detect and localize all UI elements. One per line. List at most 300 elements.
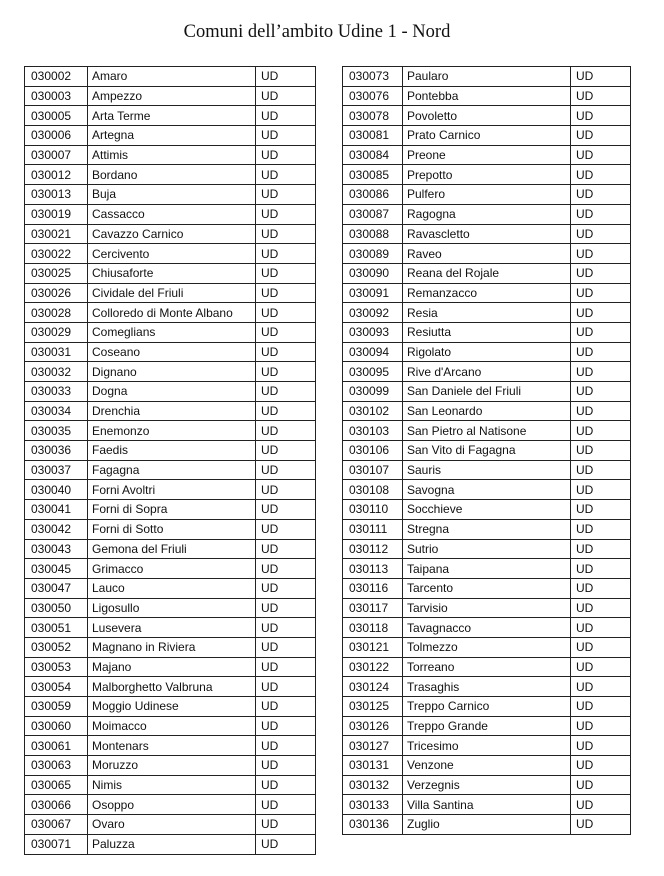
- table-row: [343, 322, 631, 342]
- municipality-name-cell: San Vito di Fagagna: [403, 441, 571, 461]
- province-cell: UD: [571, 67, 631, 87]
- table-row: [25, 145, 316, 165]
- province-cell: UD: [571, 224, 631, 244]
- municipality-name-cell: Magnano in Riviera: [88, 637, 256, 657]
- province-cell: UD: [571, 677, 631, 697]
- code-cell: 030121: [343, 637, 403, 657]
- code-cell: 030031: [25, 342, 88, 362]
- municipality-name-cell: Preone: [403, 145, 571, 165]
- province-cell: UD: [256, 86, 316, 106]
- province-cell: UD: [571, 480, 631, 500]
- code-cell: 030091: [343, 283, 403, 303]
- code-cell: 030012: [25, 165, 88, 185]
- code-cell: 030061: [25, 736, 88, 756]
- province-cell: UD: [256, 106, 316, 126]
- table-row: [25, 126, 316, 146]
- province-cell: UD: [256, 185, 316, 205]
- code-cell: 030033: [25, 382, 88, 402]
- table-row: [343, 204, 631, 224]
- table-row: [343, 480, 631, 500]
- table-row: [343, 244, 631, 264]
- municipality-name-cell: Lauco: [88, 578, 256, 598]
- province-cell: UD: [571, 716, 631, 736]
- code-cell: 030007: [25, 145, 88, 165]
- municipality-name-cell: Tarcento: [403, 578, 571, 598]
- table-row: [343, 677, 631, 697]
- code-cell: 030066: [25, 795, 88, 815]
- table-row: [343, 263, 631, 283]
- municipality-name-cell: Cividale del Friuli: [88, 283, 256, 303]
- code-cell: 030133: [343, 795, 403, 815]
- province-cell: UD: [256, 618, 316, 638]
- municipality-name-cell: Ligosullo: [88, 598, 256, 618]
- province-cell: UD: [571, 657, 631, 677]
- province-cell: UD: [256, 815, 316, 835]
- code-cell: 030081: [343, 126, 403, 146]
- table-row: [343, 401, 631, 421]
- province-cell: UD: [256, 559, 316, 579]
- code-cell: 030084: [343, 145, 403, 165]
- code-cell: 030059: [25, 697, 88, 717]
- table-row: [343, 185, 631, 205]
- table-row: [25, 716, 316, 736]
- code-cell: 030127: [343, 736, 403, 756]
- code-cell: 030071: [25, 834, 88, 854]
- table-row: [25, 401, 316, 421]
- province-cell: UD: [256, 637, 316, 657]
- province-cell: UD: [256, 224, 316, 244]
- page-title: Comuni dell’ambito Udine 1 - Nord: [183, 22, 451, 42]
- table-row: [25, 736, 316, 756]
- municipality-name-cell: Rigolato: [403, 342, 571, 362]
- municipality-name-cell: Paluzza: [88, 834, 256, 854]
- municipality-name-cell: Prepotto: [403, 165, 571, 185]
- province-cell: UD: [256, 775, 316, 795]
- province-cell: UD: [256, 421, 316, 441]
- code-cell: 030041: [25, 500, 88, 520]
- province-cell: UD: [256, 263, 316, 283]
- municipality-name-cell: Sutrio: [403, 539, 571, 559]
- municipality-name-cell: Zuglio: [403, 815, 571, 835]
- province-cell: UD: [256, 283, 316, 303]
- table-row: [343, 106, 631, 126]
- table-row: [343, 67, 631, 87]
- code-cell: 030116: [343, 578, 403, 598]
- table-row: [25, 637, 316, 657]
- table-row: [343, 382, 631, 402]
- municipality-name-cell: Cavazzo Carnico: [88, 224, 256, 244]
- province-cell: UD: [256, 716, 316, 736]
- municipality-name-cell: Tricesimo: [403, 736, 571, 756]
- table-row: [343, 756, 631, 776]
- municipality-name-cell: Pontebba: [403, 86, 571, 106]
- province-cell: UD: [571, 460, 631, 480]
- table-row: [25, 362, 316, 382]
- province-cell: UD: [571, 539, 631, 559]
- code-cell: 030099: [343, 382, 403, 402]
- municipality-name-cell: Tarvisio: [403, 598, 571, 618]
- province-cell: UD: [571, 106, 631, 126]
- municipality-name-cell: Cassacco: [88, 204, 256, 224]
- province-cell: UD: [256, 480, 316, 500]
- table-row: [25, 342, 316, 362]
- municipality-name-cell: Lusevera: [88, 618, 256, 638]
- province-cell: UD: [571, 342, 631, 362]
- province-cell: UD: [256, 598, 316, 618]
- province-cell: UD: [256, 756, 316, 776]
- municipality-name-cell: Montenars: [88, 736, 256, 756]
- code-cell: 030108: [343, 480, 403, 500]
- municipality-name-cell: Paularo: [403, 67, 571, 87]
- table-row: [343, 86, 631, 106]
- table-row: [25, 677, 316, 697]
- municipality-table-left: [24, 66, 316, 855]
- table-row: [25, 322, 316, 342]
- municipality-name-cell: Reana del Rojale: [403, 263, 571, 283]
- table-row: [343, 500, 631, 520]
- province-cell: UD: [571, 165, 631, 185]
- municipality-name-cell: Attimis: [88, 145, 256, 165]
- table-row: [25, 559, 316, 579]
- municipality-name-cell: Malborghetto Valbruna: [88, 677, 256, 697]
- province-cell: UD: [571, 756, 631, 776]
- municipality-name-cell: Ravascletto: [403, 224, 571, 244]
- code-cell: 030054: [25, 677, 88, 697]
- province-cell: UD: [571, 185, 631, 205]
- municipality-name-cell: Trasaghis: [403, 677, 571, 697]
- code-cell: 030026: [25, 283, 88, 303]
- code-cell: 030111: [343, 519, 403, 539]
- municipality-name-cell: Tolmezzo: [403, 637, 571, 657]
- municipality-name-cell: Artegna: [88, 126, 256, 146]
- table-row: [343, 618, 631, 638]
- table-row: [25, 204, 316, 224]
- code-cell: 030032: [25, 362, 88, 382]
- table-row: [25, 756, 316, 776]
- table-row: [25, 441, 316, 461]
- province-cell: UD: [256, 736, 316, 756]
- code-cell: 030043: [25, 539, 88, 559]
- municipality-name-cell: Moggio Udinese: [88, 697, 256, 717]
- code-cell: 030124: [343, 677, 403, 697]
- table-row: [25, 519, 316, 539]
- municipality-name-cell: Comeglians: [88, 322, 256, 342]
- table-row: [343, 362, 631, 382]
- code-cell: 030113: [343, 559, 403, 579]
- municipality-name-cell: Grimacco: [88, 559, 256, 579]
- table-row: [25, 165, 316, 185]
- municipality-name-cell: Remanzacco: [403, 283, 571, 303]
- province-cell: UD: [256, 382, 316, 402]
- code-cell: 030005: [25, 106, 88, 126]
- municipality-name-cell: Resiutta: [403, 322, 571, 342]
- code-cell: 030002: [25, 67, 88, 87]
- province-cell: UD: [256, 165, 316, 185]
- province-cell: UD: [256, 145, 316, 165]
- province-cell: UD: [256, 697, 316, 717]
- table-row: [343, 145, 631, 165]
- province-cell: UD: [571, 637, 631, 657]
- province-cell: UD: [571, 697, 631, 717]
- province-cell: UD: [256, 677, 316, 697]
- table-row: [343, 578, 631, 598]
- municipality-name-cell: Moruzzo: [88, 756, 256, 776]
- code-cell: 030110: [343, 500, 403, 520]
- table-row: [25, 86, 316, 106]
- municipality-name-cell: San Leonardo: [403, 401, 571, 421]
- code-cell: 030090: [343, 263, 403, 283]
- municipality-name-cell: Forni Avoltri: [88, 480, 256, 500]
- municipality-name-cell: Verzegnis: [403, 775, 571, 795]
- province-cell: UD: [571, 736, 631, 756]
- province-cell: UD: [571, 204, 631, 224]
- table-row: [343, 716, 631, 736]
- code-cell: 030022: [25, 244, 88, 264]
- province-cell: UD: [571, 618, 631, 638]
- code-cell: 030003: [25, 86, 88, 106]
- code-cell: 030025: [25, 263, 88, 283]
- table-row: [343, 126, 631, 146]
- province-cell: UD: [256, 795, 316, 815]
- code-cell: 030060: [25, 716, 88, 736]
- municipality-name-cell: Fagagna: [88, 460, 256, 480]
- province-cell: UD: [571, 283, 631, 303]
- municipality-name-cell: Drenchia: [88, 401, 256, 421]
- municipality-name-cell: San Pietro al Natisone: [403, 421, 571, 441]
- code-cell: 030085: [343, 165, 403, 185]
- table-row: [25, 480, 316, 500]
- province-cell: UD: [571, 578, 631, 598]
- table-row: [343, 815, 631, 835]
- table-row: [343, 697, 631, 717]
- municipality-name-cell: Forni di Sopra: [88, 500, 256, 520]
- table-row: [343, 598, 631, 618]
- municipality-name-cell: Tavagnacco: [403, 618, 571, 638]
- code-cell: 030035: [25, 421, 88, 441]
- code-cell: 030050: [25, 598, 88, 618]
- code-cell: 030063: [25, 756, 88, 776]
- table-row: [25, 460, 316, 480]
- table-row: [343, 539, 631, 559]
- code-cell: 030092: [343, 303, 403, 323]
- municipality-name-cell: Socchieve: [403, 500, 571, 520]
- code-cell: 030013: [25, 185, 88, 205]
- code-cell: 030053: [25, 657, 88, 677]
- municipality-name-cell: Raveo: [403, 244, 571, 264]
- municipality-name-cell: Stregna: [403, 519, 571, 539]
- province-cell: UD: [571, 421, 631, 441]
- table-row: [25, 697, 316, 717]
- table-row: [25, 657, 316, 677]
- code-cell: 030106: [343, 441, 403, 461]
- municipality-name-cell: Gemona del Friuli: [88, 539, 256, 559]
- municipality-name-cell: Cercivento: [88, 244, 256, 264]
- code-cell: 030136: [343, 815, 403, 835]
- code-cell: 030067: [25, 815, 88, 835]
- code-cell: 030095: [343, 362, 403, 382]
- table-row: [25, 303, 316, 323]
- municipality-name-cell: Chiusaforte: [88, 263, 256, 283]
- province-cell: UD: [256, 401, 316, 421]
- table-row: [343, 224, 631, 244]
- municipality-name-cell: Villa Santina: [403, 795, 571, 815]
- table-row: [343, 519, 631, 539]
- province-cell: UD: [256, 362, 316, 382]
- municipality-name-cell: Rive d'Arcano: [403, 362, 571, 382]
- municipality-name-cell: Buja: [88, 185, 256, 205]
- code-cell: 030065: [25, 775, 88, 795]
- table-row: [343, 421, 631, 441]
- code-cell: 030028: [25, 303, 88, 323]
- municipality-name-cell: Enemonzo: [88, 421, 256, 441]
- table-row: [25, 618, 316, 638]
- province-cell: UD: [571, 145, 631, 165]
- table-row: [25, 834, 316, 854]
- table-row: [25, 815, 316, 835]
- province-cell: UD: [571, 775, 631, 795]
- table-row: [25, 382, 316, 402]
- municipality-name-cell: Treppo Carnico: [403, 697, 571, 717]
- code-cell: 030029: [25, 322, 88, 342]
- table-row: [343, 795, 631, 815]
- municipality-name-cell: San Daniele del Friuli: [403, 382, 571, 402]
- code-cell: 030045: [25, 559, 88, 579]
- table-row: [25, 795, 316, 815]
- municipality-name-cell: Resia: [403, 303, 571, 323]
- province-cell: UD: [256, 303, 316, 323]
- table-row: [343, 460, 631, 480]
- code-cell: 030126: [343, 716, 403, 736]
- province-cell: UD: [256, 126, 316, 146]
- table-row: [25, 500, 316, 520]
- table-row: [25, 185, 316, 205]
- code-cell: 030102: [343, 401, 403, 421]
- province-cell: UD: [256, 67, 316, 87]
- municipality-name-cell: Torreano: [403, 657, 571, 677]
- code-cell: 030088: [343, 224, 403, 244]
- code-cell: 030103: [343, 421, 403, 441]
- municipality-table-right: [342, 66, 631, 835]
- municipality-name-cell: Venzone: [403, 756, 571, 776]
- province-cell: UD: [256, 342, 316, 362]
- province-cell: UD: [571, 303, 631, 323]
- code-cell: 030089: [343, 244, 403, 264]
- province-cell: UD: [571, 519, 631, 539]
- table-row: [25, 263, 316, 283]
- province-cell: UD: [256, 204, 316, 224]
- table-row: [343, 165, 631, 185]
- code-cell: 030073: [343, 67, 403, 87]
- municipality-name-cell: Taipana: [403, 559, 571, 579]
- table-row: [343, 775, 631, 795]
- table-row: [25, 578, 316, 598]
- code-cell: 030076: [343, 86, 403, 106]
- table-row: [25, 421, 316, 441]
- code-cell: 030087: [343, 204, 403, 224]
- municipality-name-cell: Majano: [88, 657, 256, 677]
- table-row: [343, 559, 631, 579]
- province-cell: UD: [256, 460, 316, 480]
- code-cell: 030047: [25, 578, 88, 598]
- table-row: [25, 539, 316, 559]
- municipality-name-cell: Faedis: [88, 441, 256, 461]
- table-row: [25, 67, 316, 87]
- code-cell: 030052: [25, 637, 88, 657]
- municipality-name-cell: Treppo Grande: [403, 716, 571, 736]
- code-cell: 030051: [25, 618, 88, 638]
- province-cell: UD: [571, 559, 631, 579]
- province-cell: UD: [571, 401, 631, 421]
- province-cell: UD: [256, 834, 316, 854]
- municipality-name-cell: Prato Carnico: [403, 126, 571, 146]
- table-row: [343, 637, 631, 657]
- province-cell: UD: [571, 382, 631, 402]
- province-cell: UD: [256, 322, 316, 342]
- code-cell: 030094: [343, 342, 403, 362]
- table-row: [343, 736, 631, 756]
- code-cell: 030132: [343, 775, 403, 795]
- code-cell: 030037: [25, 460, 88, 480]
- province-cell: UD: [571, 244, 631, 264]
- code-cell: 030086: [343, 185, 403, 205]
- code-cell: 030078: [343, 106, 403, 126]
- municipality-name-cell: Pulfero: [403, 185, 571, 205]
- municipality-name-cell: Sauris: [403, 460, 571, 480]
- province-cell: UD: [256, 500, 316, 520]
- code-cell: 030131: [343, 756, 403, 776]
- table-row: [25, 283, 316, 303]
- table-row: [343, 283, 631, 303]
- province-cell: UD: [571, 362, 631, 382]
- table-row: [343, 342, 631, 362]
- table-row: [25, 598, 316, 618]
- code-cell: 030125: [343, 697, 403, 717]
- province-cell: UD: [256, 441, 316, 461]
- table-row: [343, 303, 631, 323]
- municipality-name-cell: Ampezzo: [88, 86, 256, 106]
- province-cell: UD: [571, 598, 631, 618]
- code-cell: 030006: [25, 126, 88, 146]
- municipality-name-cell: Amaro: [88, 67, 256, 87]
- municipality-name-cell: Nimis: [88, 775, 256, 795]
- municipality-name-cell: Arta Terme: [88, 106, 256, 126]
- province-cell: UD: [571, 126, 631, 146]
- municipality-name-cell: Ragogna: [403, 204, 571, 224]
- province-cell: UD: [571, 86, 631, 106]
- code-cell: 030040: [25, 480, 88, 500]
- code-cell: 030036: [25, 441, 88, 461]
- code-cell: 030107: [343, 460, 403, 480]
- province-cell: UD: [256, 578, 316, 598]
- municipality-name-cell: Bordano: [88, 165, 256, 185]
- province-cell: UD: [256, 244, 316, 264]
- table-row: [25, 106, 316, 126]
- code-cell: 030117: [343, 598, 403, 618]
- province-cell: UD: [256, 539, 316, 559]
- table-row: [25, 244, 316, 264]
- municipality-name-cell: Savogna: [403, 480, 571, 500]
- province-cell: UD: [571, 795, 631, 815]
- code-cell: 030122: [343, 657, 403, 677]
- municipality-name-cell: Colloredo di Monte Albano: [88, 303, 256, 323]
- code-cell: 030042: [25, 519, 88, 539]
- municipality-name-cell: Povoletto: [403, 106, 571, 126]
- province-cell: UD: [256, 657, 316, 677]
- province-cell: UD: [256, 519, 316, 539]
- municipality-name-cell: Moimacco: [88, 716, 256, 736]
- municipality-name-cell: Dogna: [88, 382, 256, 402]
- province-cell: UD: [571, 263, 631, 283]
